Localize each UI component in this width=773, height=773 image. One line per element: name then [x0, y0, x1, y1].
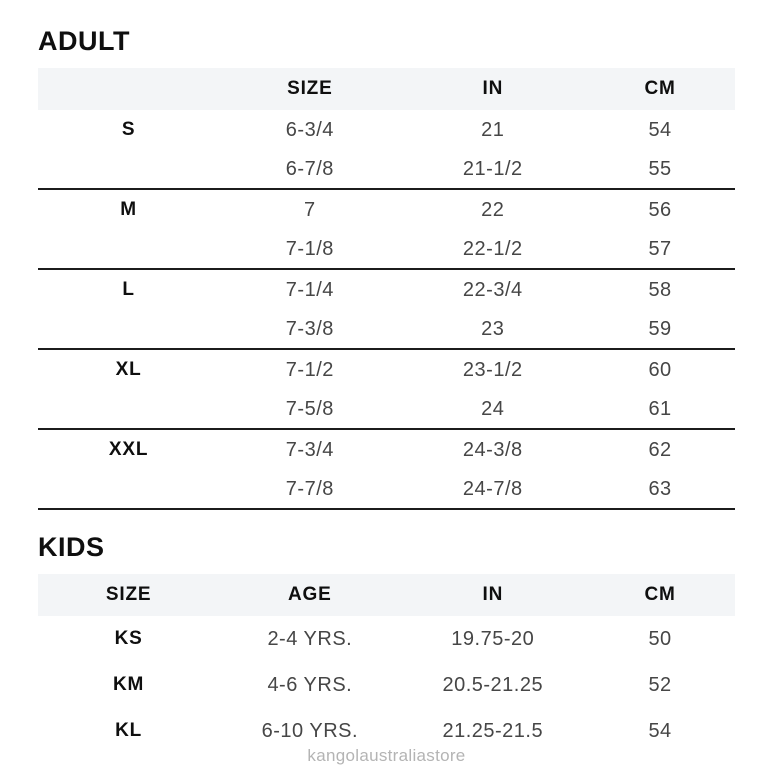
kids-age-cell: 4-6 YRS. [267, 673, 353, 696]
kids-header-in: IN [482, 584, 504, 605]
adult-cm-cell: 56 [648, 198, 672, 221]
kids-header-size: SIZE [105, 584, 152, 605]
kids-cm-cell: 50 [648, 627, 672, 650]
kids-size-table [38, 574, 735, 754]
adult-size-cell: 7 [304, 198, 316, 221]
adult-header-size: SIZE [287, 78, 333, 99]
adult-size-cell: 7-3/4 [285, 438, 334, 461]
adult-cm-cell: 55 [648, 157, 672, 180]
kids-inches-cell: 21.25-21.5 [442, 719, 544, 742]
kids-inches-cell: 19.75-20 [451, 627, 535, 650]
adult-size-label-cell: L [122, 279, 135, 300]
kids-cm-cell: 52 [648, 673, 672, 696]
adult-size-cell: 7-1/2 [285, 358, 334, 381]
table-row [38, 470, 735, 510]
adult-size-label-cell: M [120, 199, 137, 220]
adult-inches-cell: 23 [481, 317, 505, 340]
adult-size-cell: 7-1/4 [285, 278, 334, 301]
kids-section-title: KIDS [38, 532, 105, 562]
adult-size-table [38, 68, 735, 510]
kids-header-cm: CM [644, 584, 676, 605]
table-row [38, 310, 735, 350]
adult-inches-cell: 23-1/2 [462, 358, 523, 381]
adult-cm-cell: 63 [648, 477, 672, 500]
adult-cm-cell: 59 [648, 317, 672, 340]
adult-inches-cell: 22-1/2 [462, 237, 523, 260]
adult-size-cell: 6-3/4 [285, 118, 334, 141]
table-row [38, 390, 735, 430]
table-row [38, 430, 735, 470]
adult-cm-cell: 58 [648, 278, 672, 301]
table-row [38, 350, 735, 390]
adult-size-cell: 7-3/8 [285, 317, 334, 340]
adult-header-in: IN [482, 78, 504, 99]
adult-inches-cell: 24-3/8 [462, 438, 523, 461]
adult-cm-cell: 60 [648, 358, 672, 381]
kids-size-label-cell: KM [113, 674, 145, 695]
adult-size-cell: 7-1/8 [285, 237, 334, 260]
adult-table-header-row [38, 68, 735, 110]
adult-size-cell: 7-7/8 [285, 477, 334, 500]
adult-inches-cell: 24 [481, 397, 505, 420]
adult-section-title: ADULT [38, 26, 130, 56]
kids-age-cell: 6-10 YRS. [261, 719, 359, 742]
table-row [38, 616, 735, 662]
table-row [38, 110, 735, 150]
table-row [38, 270, 735, 310]
adult-size-label-cell: XXL [108, 439, 149, 460]
store-watermark: kangolaustraliastore [307, 746, 466, 765]
table-row [38, 662, 735, 708]
adult-size-label-cell: S [121, 119, 136, 140]
adult-inches-cell: 22 [481, 198, 505, 221]
table-row [38, 150, 735, 190]
kids-header-age: AGE [288, 584, 332, 605]
adult-size-label-cell: XL [115, 359, 142, 380]
kids-table-header-row [38, 574, 735, 616]
kids-size-label-cell: KL [115, 720, 143, 741]
kids-cm-cell: 54 [648, 719, 672, 742]
adult-inches-cell: 24-7/8 [462, 477, 523, 500]
adult-cm-cell: 54 [648, 118, 672, 141]
adult-size-cell: 7-5/8 [285, 397, 334, 420]
adult-inches-cell: 21 [481, 118, 505, 141]
adult-inches-cell: 21-1/2 [462, 157, 523, 180]
adult-cm-cell: 57 [648, 237, 672, 260]
table-row [38, 190, 735, 230]
kids-inches-cell: 20.5-21.25 [442, 673, 544, 696]
adult-cm-cell: 62 [648, 438, 672, 461]
table-row [38, 230, 735, 270]
adult-table-body [38, 110, 735, 510]
adult-inches-cell: 22-3/4 [462, 278, 523, 301]
adult-header-cm: CM [644, 78, 676, 99]
adult-size-cell: 6-7/8 [285, 157, 334, 180]
kids-age-cell: 2-4 YRS. [267, 627, 353, 650]
adult-cm-cell: 61 [648, 397, 672, 420]
kids-size-label-cell: KS [114, 628, 143, 649]
kids-table-body [38, 616, 735, 754]
